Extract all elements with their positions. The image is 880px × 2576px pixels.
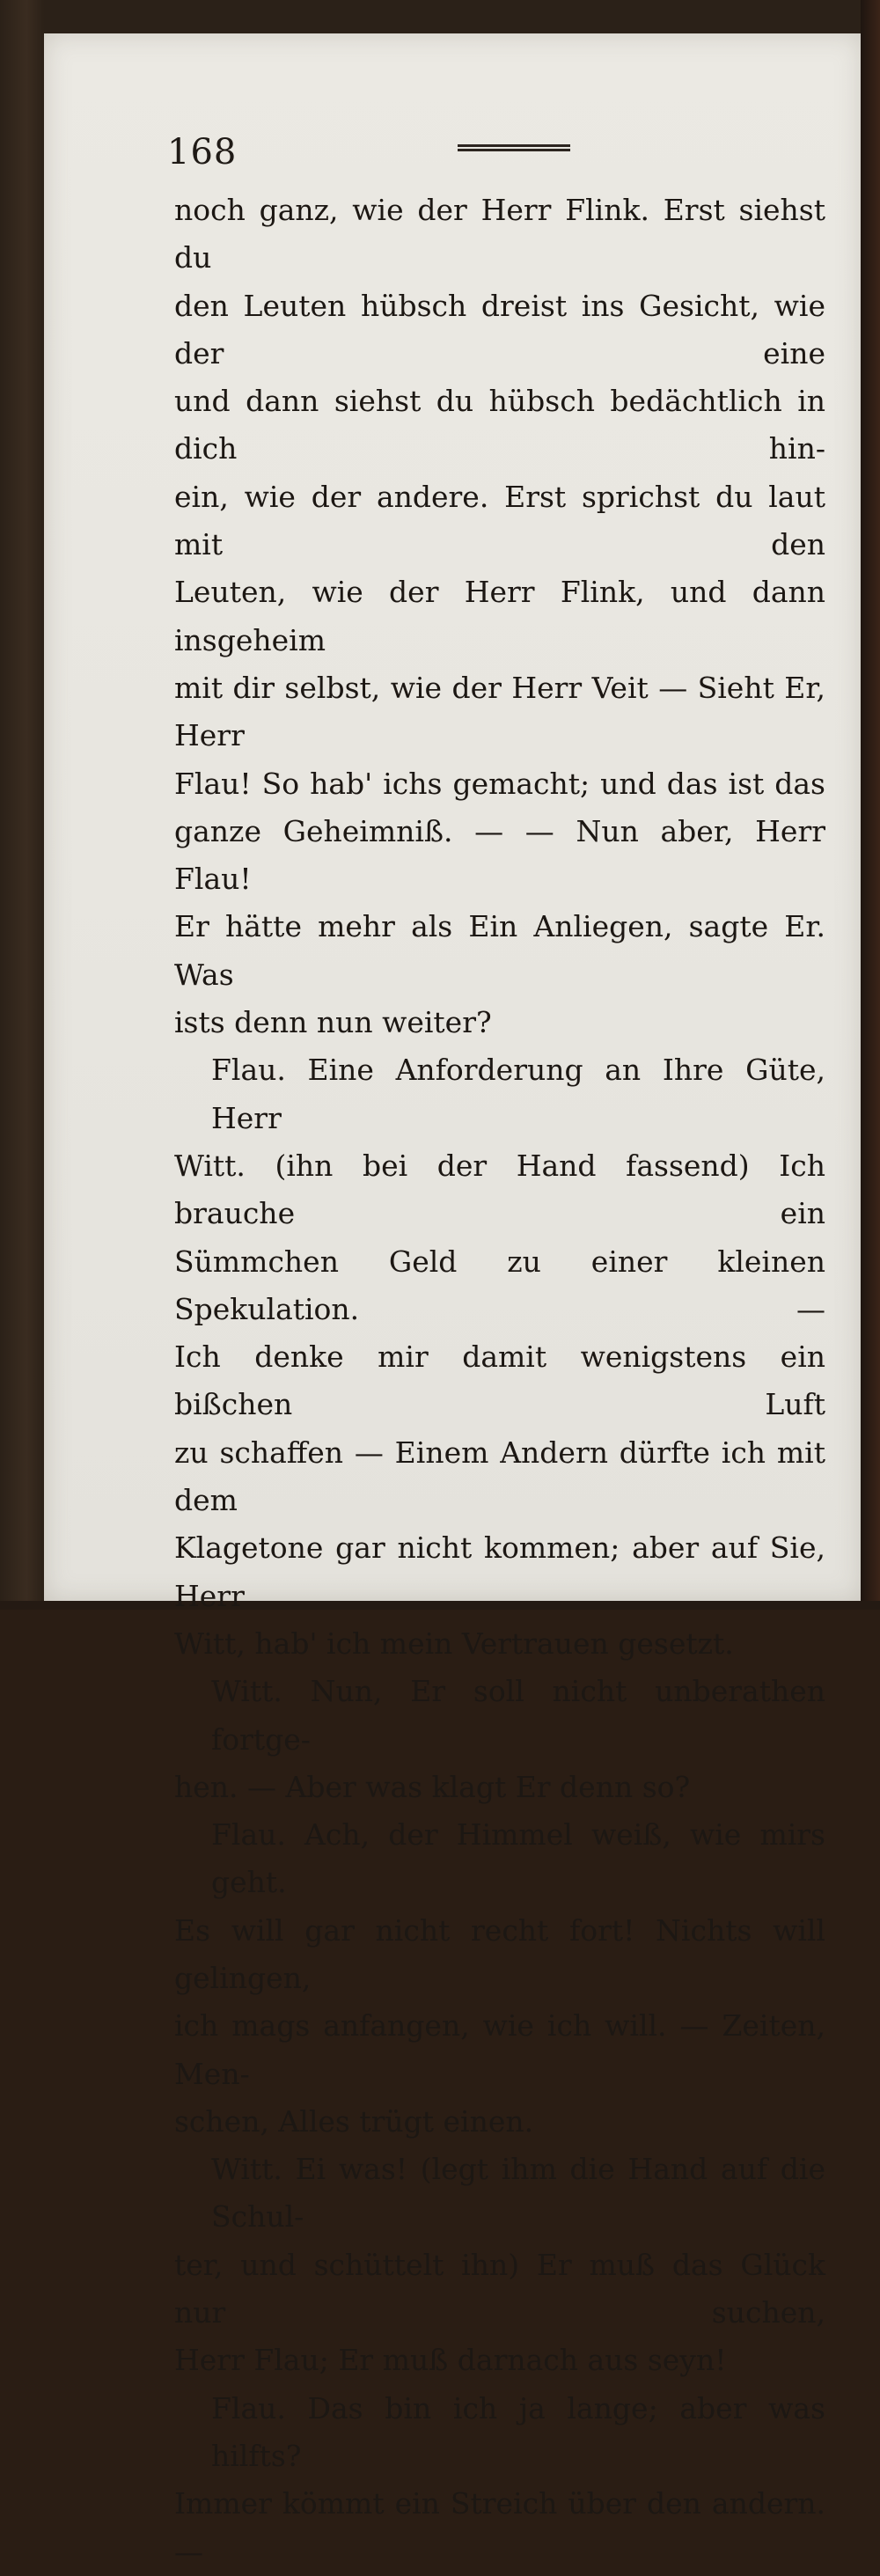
text-line: schen, Alles trügt einen.: [174, 2103, 534, 2139]
text-line: hen. — Aber was klagt Er denn so?: [174, 1769, 691, 1804]
text-line: Es will gar nicht recht fort! Nichts will gelingen,: [174, 1912, 825, 1995]
dialogue-line: Witt. Ei was! (legt ihm die Hand auf die Schul-: [211, 2152, 825, 2235]
text-line: Witt, hab' ich mein Vertrauen gesetzt.: [174, 1626, 734, 1661]
text-line: Witt. (ihn bei der Hand fassend) Ich brauche ein: [174, 1148, 825, 1231]
text-line: zu schaffen — Einem Andern dürfte ich mit dem: [174, 1435, 825, 1518]
text-line: ganze Geheimniß. — — Nun aber, Herr Flau!: [174, 813, 825, 897]
text-line: Flau! So hab' ichs gemacht; und das ist das: [174, 766, 825, 801]
text-line: ists denn nun weiter?: [174, 1005, 492, 1040]
text-line: Leuten, wie der Herr Flink, und dann insgeheim: [174, 575, 825, 657]
dialogue-line: Flau. Ach, der Himmel weiß, wie mirs geht.: [211, 1817, 825, 1900]
text-line: noch ganz, wie der Herr Flink. Erst siehst du: [174, 193, 825, 275]
text-line: Er hätte mehr als Ein Anliegen, sagte Er. Was: [174, 909, 825, 992]
text-line: Sümmchen Geld zu einer kleinen Spekulation. —: [174, 1244, 825, 1326]
header-ornament: [458, 144, 570, 151]
text-line: ein, wie der andere. Erst sprichst du laut mit den: [174, 479, 825, 562]
text-line: den Leuten hübsch dreist ins Gesicht, wie der eine: [174, 288, 825, 371]
page-edge-right: [861, 0, 880, 1610]
text-line: Immer kömmt ein Streich über den andern. —: [174, 2486, 825, 2569]
text-line: mit dir selbst, wie der Herr Veit — Sieht Er, Herr: [174, 670, 825, 753]
text-line: und dann siehst du hübsch bedächtlich in dich hin-: [174, 384, 825, 466]
text-line: ter, und schüttelt ihn) Er muß das Glück nur suchen,: [174, 2247, 825, 2330]
text-line: Herr Flau; Er muß darnach aus seyn!: [174, 2343, 727, 2378]
text-line: Klagetone gar nicht kommen; aber auf Sie, Herr: [174, 1530, 825, 1613]
body-text: [174, 187, 825, 2576]
dialogue-line: Flau. Das bin ich ja lange; aber was hilfts?: [211, 2390, 825, 2473]
dialogue-line: Flau. Eine Anforderung an Ihre Güte, Herr: [211, 1053, 825, 1135]
dialogue-line: Witt. Nun, Er soll nicht unberathen fortge-: [211, 1674, 825, 1757]
text-line: ich mags anfangen, wie ich will. — Zeiten, Men-: [174, 2008, 825, 2091]
text-line: Ich denke mir damit wenigstens ein bißchen Luft: [174, 1339, 825, 1422]
page-number: 168: [167, 132, 238, 172]
page-header: [167, 132, 836, 176]
